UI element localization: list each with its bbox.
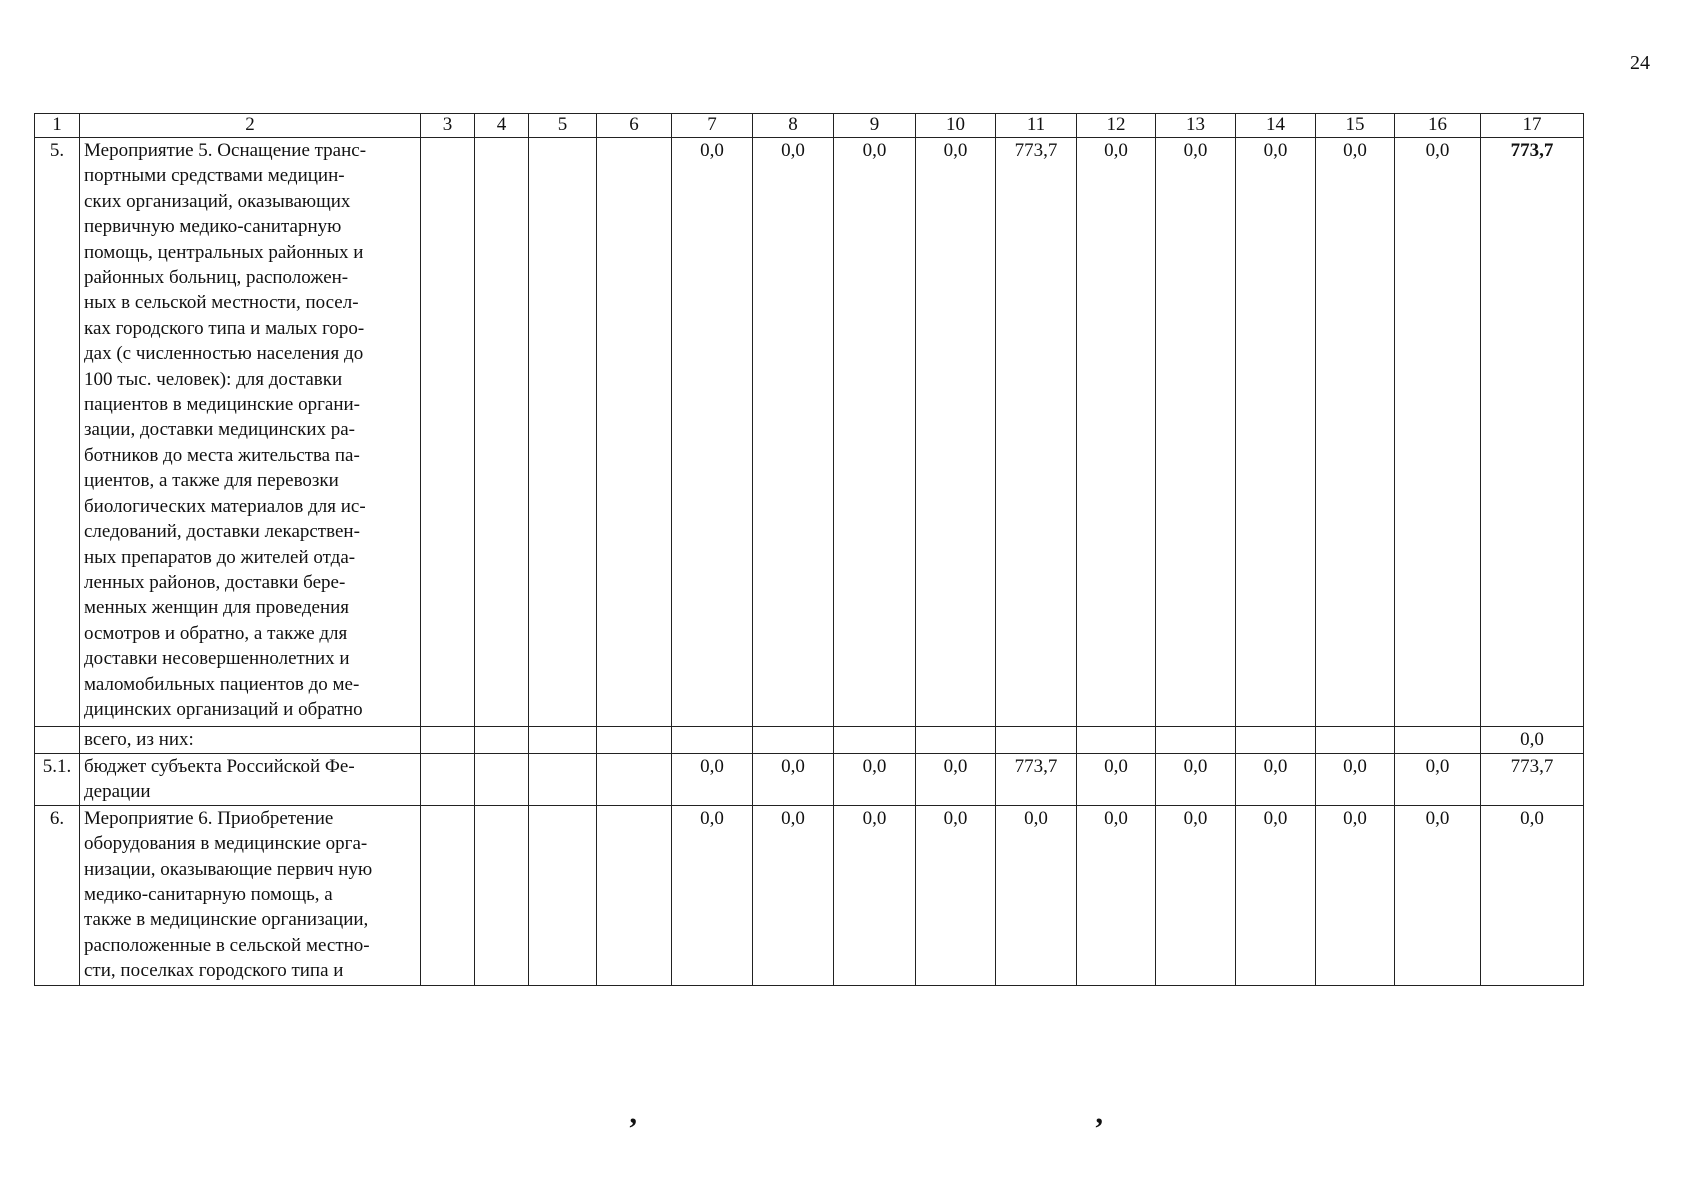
column-header: 12 <box>1077 114 1156 138</box>
value-cell <box>421 754 475 806</box>
value-cell: 0,0 <box>916 138 996 727</box>
value-cell: 0,0 <box>834 754 916 806</box>
value-cell: 0,0 <box>916 805 996 985</box>
value-cell: 0,0 <box>834 805 916 985</box>
value-cell <box>672 727 753 754</box>
column-header: 1 <box>35 114 80 138</box>
value-cell <box>475 754 529 806</box>
value-cell: 0,0 <box>1481 727 1584 754</box>
value-cell <box>529 805 597 985</box>
value-cell <box>529 727 597 754</box>
value-cell: 0,0 <box>916 754 996 806</box>
value-cell: 0,0 <box>753 805 834 985</box>
value-cell: 0,0 <box>1395 138 1481 727</box>
value-cell: 0,0 <box>1077 805 1156 985</box>
column-header: 7 <box>672 114 753 138</box>
value-cell: 0,0 <box>753 754 834 806</box>
value-cell: 773,7 <box>1481 138 1584 727</box>
column-header: 2 <box>80 114 421 138</box>
row-description: Мероприятие 5. Оснащение транс- портными средствами медицин- ских организаций, оказывающих первичную медико-санитарную помощь, центральных районных и районных больниц, расположен- ных в сельской местности, посел- ках городского типа и малых горо- дах (с численностью населения до 100 тыс. человек): для доставки пациентов в медицинские органи- зации, доставки медицинских ра- ботников до места жительства па- циентов, а также для перевозки биологических материалов для ис- следований, доставки лекарствен- ных препаратов до жителей отда- ленных районов, доставки бере- менных женщин для проведения осмотров и обратно, а также для доставки несовершеннолетних и маломобильных пациентов до ме- дицинских организаций и обратно <box>80 138 421 727</box>
value-cell <box>597 138 672 727</box>
pen-mark: ’ <box>628 1112 638 1145</box>
value-cell <box>597 727 672 754</box>
column-header: 6 <box>597 114 672 138</box>
table-row <box>35 727 1584 754</box>
table-row <box>35 754 1584 806</box>
value-cell: 773,7 <box>996 754 1077 806</box>
budget-table <box>34 113 1584 986</box>
value-cell <box>475 727 529 754</box>
column-header: 11 <box>996 114 1077 138</box>
value-cell: 0,0 <box>1077 754 1156 806</box>
value-cell: 773,7 <box>996 138 1077 727</box>
table-row <box>35 138 1584 727</box>
column-header: 4 <box>475 114 529 138</box>
row-number <box>35 727 80 754</box>
value-cell <box>597 754 672 806</box>
column-header: 14 <box>1236 114 1316 138</box>
value-cell <box>529 754 597 806</box>
value-cell <box>1395 727 1481 754</box>
value-cell: 0,0 <box>1156 754 1236 806</box>
value-cell <box>996 727 1077 754</box>
value-cell <box>1077 727 1156 754</box>
value-cell: 0,0 <box>753 138 834 727</box>
value-cell: 0,0 <box>1395 754 1481 806</box>
value-cell: 0,0 <box>834 138 916 727</box>
column-header: 15 <box>1316 114 1395 138</box>
value-cell: 0,0 <box>672 754 753 806</box>
value-cell: 0,0 <box>1481 805 1584 985</box>
column-header: 8 <box>753 114 834 138</box>
value-cell: 0,0 <box>1077 138 1156 727</box>
row-description: Мероприятие 6. Приобретение оборудования в медицинские орга- низации, оказывающие первич ную медико-санитарную помощь, а также в медицинские организации, расположенные в сельской местно- сти, поселках городского типа и <box>80 805 421 985</box>
value-cell: 0,0 <box>672 805 753 985</box>
value-cell <box>753 727 834 754</box>
value-cell <box>475 805 529 985</box>
column-header: 10 <box>916 114 996 138</box>
value-cell: 0,0 <box>1156 138 1236 727</box>
value-cell: 0,0 <box>1156 805 1236 985</box>
value-cell: 0,0 <box>1316 138 1395 727</box>
table-row <box>35 805 1584 985</box>
value-cell: 0,0 <box>1236 805 1316 985</box>
column-header: 5 <box>529 114 597 138</box>
value-cell <box>834 727 916 754</box>
value-cell <box>916 727 996 754</box>
value-cell: 773,7 <box>1481 754 1584 806</box>
value-cell: 0,0 <box>1316 805 1395 985</box>
value-cell <box>1236 727 1316 754</box>
value-cell <box>1156 727 1236 754</box>
value-cell <box>475 138 529 727</box>
row-description: бюджет субъекта Российской Фе- дерации <box>80 754 421 806</box>
column-header: 16 <box>1395 114 1481 138</box>
value-cell: 0,0 <box>1316 754 1395 806</box>
value-cell: 0,0 <box>1395 805 1481 985</box>
value-cell <box>529 138 597 727</box>
value-cell: 0,0 <box>996 805 1077 985</box>
value-cell <box>597 805 672 985</box>
row-number: 5. <box>35 138 80 727</box>
value-cell: 0,0 <box>1236 754 1316 806</box>
value-cell: 0,0 <box>672 138 753 727</box>
page-number: 24 <box>1630 52 1650 74</box>
row-number: 5.1. <box>35 754 80 806</box>
column-header: 17 <box>1481 114 1584 138</box>
pen-mark: ’ <box>1094 1112 1104 1145</box>
column-header: 3 <box>421 114 475 138</box>
value-cell <box>421 727 475 754</box>
row-number: 6. <box>35 805 80 985</box>
column-header: 13 <box>1156 114 1236 138</box>
column-header: 9 <box>834 114 916 138</box>
value-cell <box>1316 727 1395 754</box>
column-header-row <box>35 114 1584 138</box>
value-cell <box>421 138 475 727</box>
value-cell: 0,0 <box>1236 138 1316 727</box>
row-description: всего, из них: <box>80 727 421 754</box>
value-cell <box>421 805 475 985</box>
